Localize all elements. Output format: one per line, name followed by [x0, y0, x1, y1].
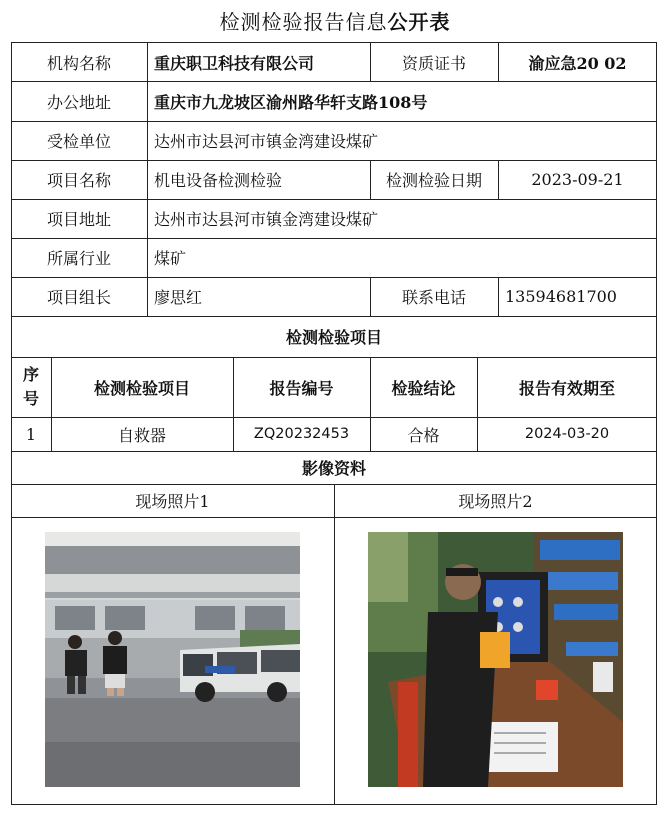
industry-label: 所属行业 [46, 249, 111, 268]
photo1-label: 现场照片1 [135, 492, 210, 511]
phone-label: 联系电话 [401, 288, 466, 307]
row-conclusion: 合格 [407, 425, 440, 445]
site-label: 项目地址 [46, 210, 111, 229]
header-item: 检测检验项目 [93, 378, 190, 398]
site-photo-1 [45, 532, 300, 787]
phone-value: 13594681700 [505, 287, 617, 306]
header-report-no: 报告编号 [269, 378, 334, 398]
addr-label: 办公地址 [46, 92, 111, 112]
leader-value: 廖思红 [154, 288, 203, 307]
row-report-no: ZQ20232453 [253, 426, 350, 442]
leader-label: 项目组长 [46, 288, 111, 307]
unit-label: 受检单位 [46, 132, 111, 151]
industry-value: 煤矿 [154, 249, 187, 268]
header-no: 序号 [22, 365, 39, 408]
date-value: 2023-09-21 [531, 170, 624, 189]
row-valid-until: 2024-03-20 [524, 426, 610, 442]
org-value: 重庆职卫科技有限公司 [154, 53, 315, 73]
cert-value: 渝应急20 02 [528, 53, 627, 73]
page-title: 检测检验报告信息公开表 [219, 10, 451, 34]
row-no: 1 [25, 424, 37, 444]
header-conclusion: 检验结论 [391, 378, 456, 398]
addr-value: 重庆市九龙坡区渝州路华轩支路108号 [154, 92, 428, 112]
site-photo-2 [368, 532, 623, 787]
proj-value: 机电设备检测检验 [154, 171, 283, 190]
row-item: 自救器 [117, 425, 166, 445]
unit-value: 达州市达县河市镇金湾建设煤矿 [154, 132, 379, 151]
proj-label: 项目名称 [46, 171, 111, 190]
photo2-label: 现场照片2 [458, 492, 533, 511]
header-valid-until: 报告有效期至 [518, 378, 615, 398]
org-label: 机构名称 [46, 53, 111, 73]
images-section-title: 影像资料 [301, 459, 366, 478]
cert-label: 资质证书 [401, 53, 466, 73]
site-value: 达州市达县河市镇金湾建设煤矿 [154, 210, 379, 229]
items-section-title: 检测检验项目 [285, 328, 382, 347]
date-label: 检测检验日期 [385, 171, 482, 190]
